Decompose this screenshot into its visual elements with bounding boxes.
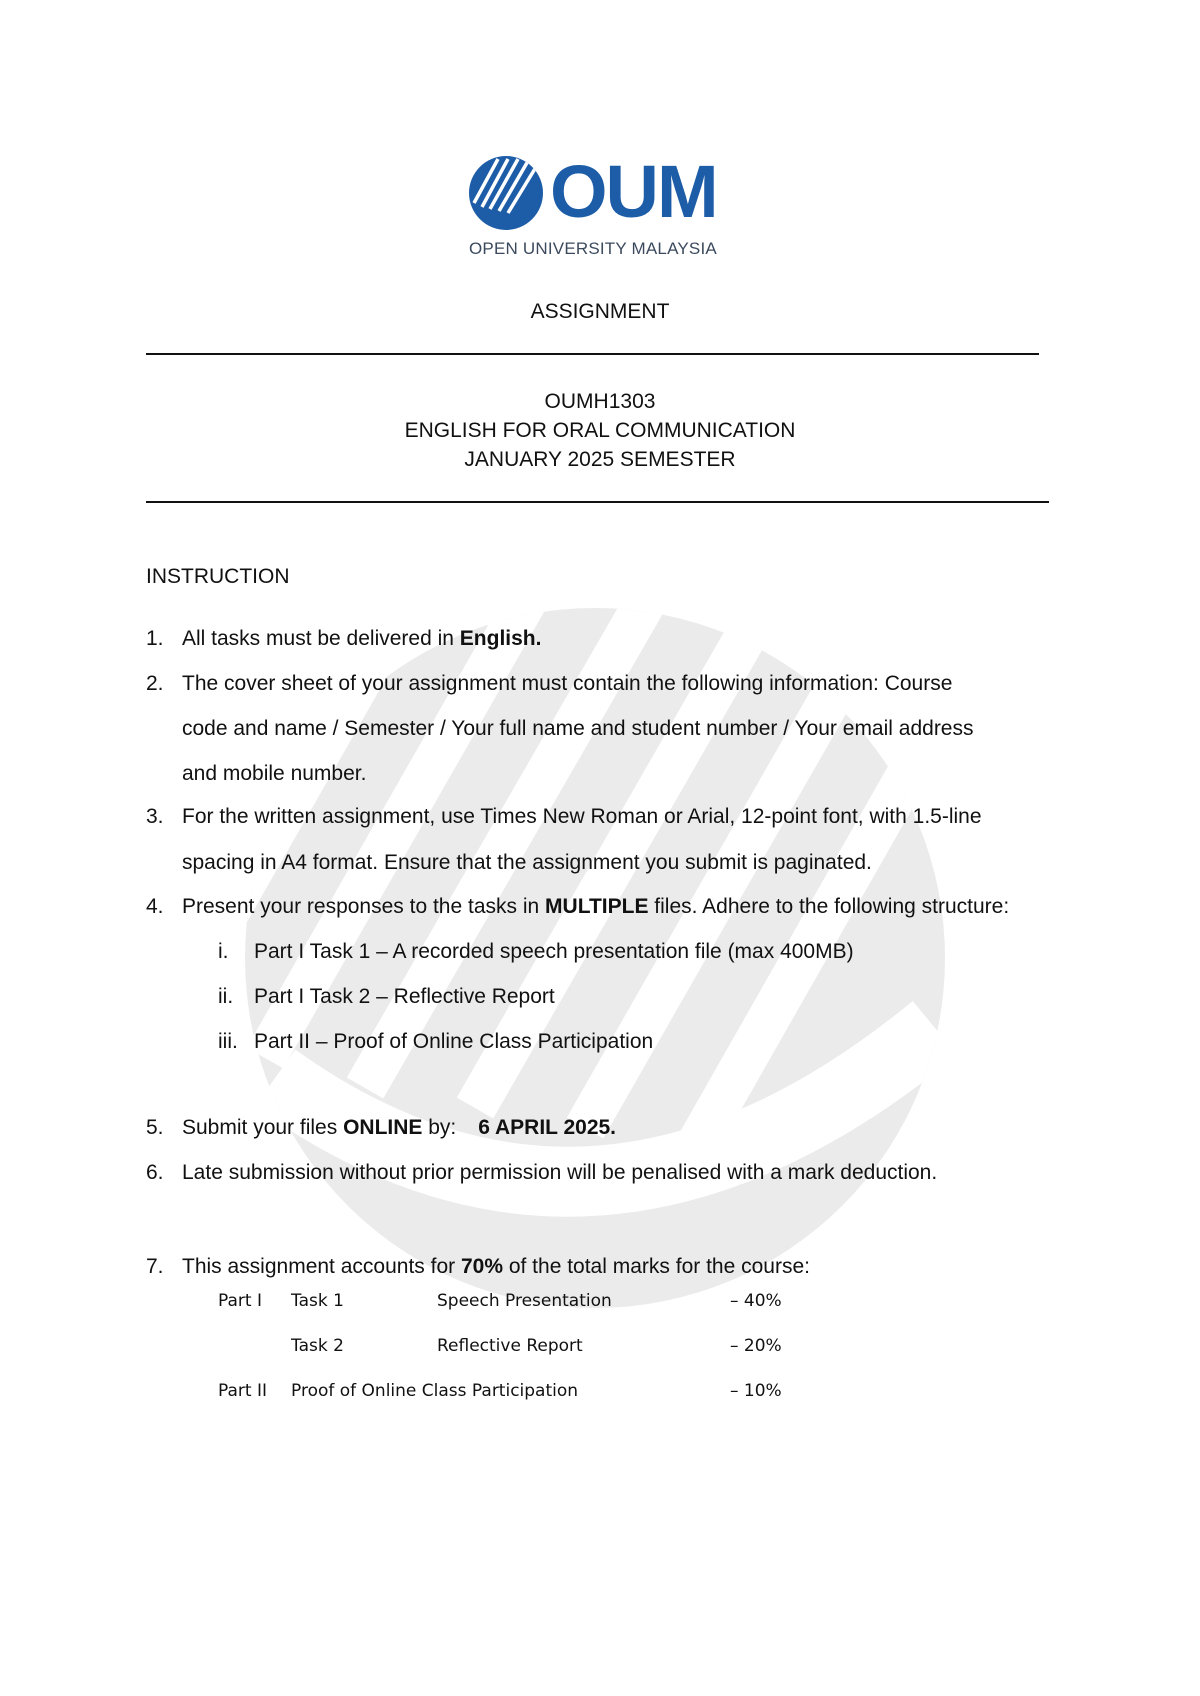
pct-cell: – 40% xyxy=(730,1291,782,1311)
list-item xyxy=(146,1106,616,1150)
item-text: code and name / Semester / Your full name and student number / Your email address xyxy=(182,717,974,740)
part-cell: Part II xyxy=(218,1381,267,1401)
marks-table xyxy=(218,1291,838,1426)
sub-item xyxy=(218,985,555,1009)
item-number: 3. xyxy=(146,805,164,828)
doc-type-title: ASSIGNMENT xyxy=(530,300,670,323)
list-item xyxy=(146,617,541,661)
item-text: Present your responses to the tasks in xyxy=(182,895,546,918)
instruction-heading: INSTRUCTION xyxy=(146,565,290,588)
item-number: 1. xyxy=(146,627,164,650)
task-cell: Task 1 xyxy=(291,1291,344,1311)
sub-item-number: ii. xyxy=(218,985,234,1008)
item-number: 5. xyxy=(146,1116,164,1139)
oum-globe-icon xyxy=(468,155,544,231)
oum-wordmark: OUM xyxy=(550,150,717,233)
item-text: by: xyxy=(422,1116,457,1139)
sub-item-text: Part I Task 1 – A recorded speech presentation file (max 400MB) xyxy=(254,940,854,963)
list-item xyxy=(146,1245,810,1289)
pct-cell: – 10% xyxy=(730,1381,782,1401)
item-text: This assignment accounts for xyxy=(182,1255,461,1278)
course-name: ENGLISH FOR ORAL COMMUNICATION xyxy=(404,419,796,442)
item-number: 7. xyxy=(146,1255,164,1278)
top-rule xyxy=(146,353,1039,355)
due-date: 6 APRIL 2025. xyxy=(478,1116,617,1139)
item-bold: 70% xyxy=(460,1255,503,1278)
item-text: files. Adhere to the following structure: xyxy=(648,895,1010,918)
table-row xyxy=(218,1291,838,1336)
oum-logo xyxy=(468,150,738,265)
sub-item-text: Part I Task 2 – Reflective Report xyxy=(254,985,555,1008)
item-text: spacing in A4 format. Ensure that the assignment you submit is paginated. xyxy=(182,851,872,874)
table-row xyxy=(218,1336,838,1381)
sub-item-text: Part II – Proof of Online Class Participation xyxy=(254,1030,654,1053)
item-text: For the written assignment, use Times New Roman or Arial, 12-point font, with 1.5-line xyxy=(182,805,982,828)
oum-tagline: OPEN UNIVERSITY MALAYSIA xyxy=(469,239,717,258)
pct-cell: – 20% xyxy=(730,1336,782,1356)
item-text: Late submission without prior permission will be penalised with a mark deduction. xyxy=(182,1161,938,1184)
desc-cell: Speech Presentation xyxy=(437,1291,612,1311)
item-bold: English. xyxy=(459,627,542,650)
task-cell: Proof of Online Class Participation xyxy=(291,1381,579,1401)
course-code: OUMH1303 xyxy=(544,390,656,413)
semester: JANUARY 2025 SEMESTER xyxy=(464,448,736,471)
list-item xyxy=(146,1151,937,1195)
item-bold: ONLINE xyxy=(343,1116,423,1139)
bottom-rule xyxy=(146,501,1049,503)
list-item xyxy=(146,795,982,839)
item-bold: MULTIPLE xyxy=(545,895,649,918)
desc-cell: Reflective Report xyxy=(437,1336,583,1356)
sub-item-number: i. xyxy=(218,940,229,963)
item-number: 4. xyxy=(146,895,164,918)
table-row xyxy=(218,1381,838,1426)
item-text: of the total marks for the course: xyxy=(503,1255,810,1278)
item-text: Submit your files xyxy=(182,1116,344,1139)
list-item xyxy=(146,662,952,706)
part-cell: Part I xyxy=(218,1291,262,1311)
sub-item xyxy=(218,1030,653,1054)
item-number: 6. xyxy=(146,1161,164,1184)
item-text: and mobile number. xyxy=(182,762,367,785)
list-item xyxy=(146,885,1009,929)
sub-item xyxy=(218,940,854,964)
sub-item-number: iii. xyxy=(218,1030,238,1053)
item-text: All tasks must be delivered in xyxy=(182,627,460,650)
item-number: 2. xyxy=(146,672,164,695)
task-cell: Task 2 xyxy=(291,1336,344,1356)
item-text: The cover sheet of your assignment must contain the following information: Course xyxy=(182,672,953,695)
